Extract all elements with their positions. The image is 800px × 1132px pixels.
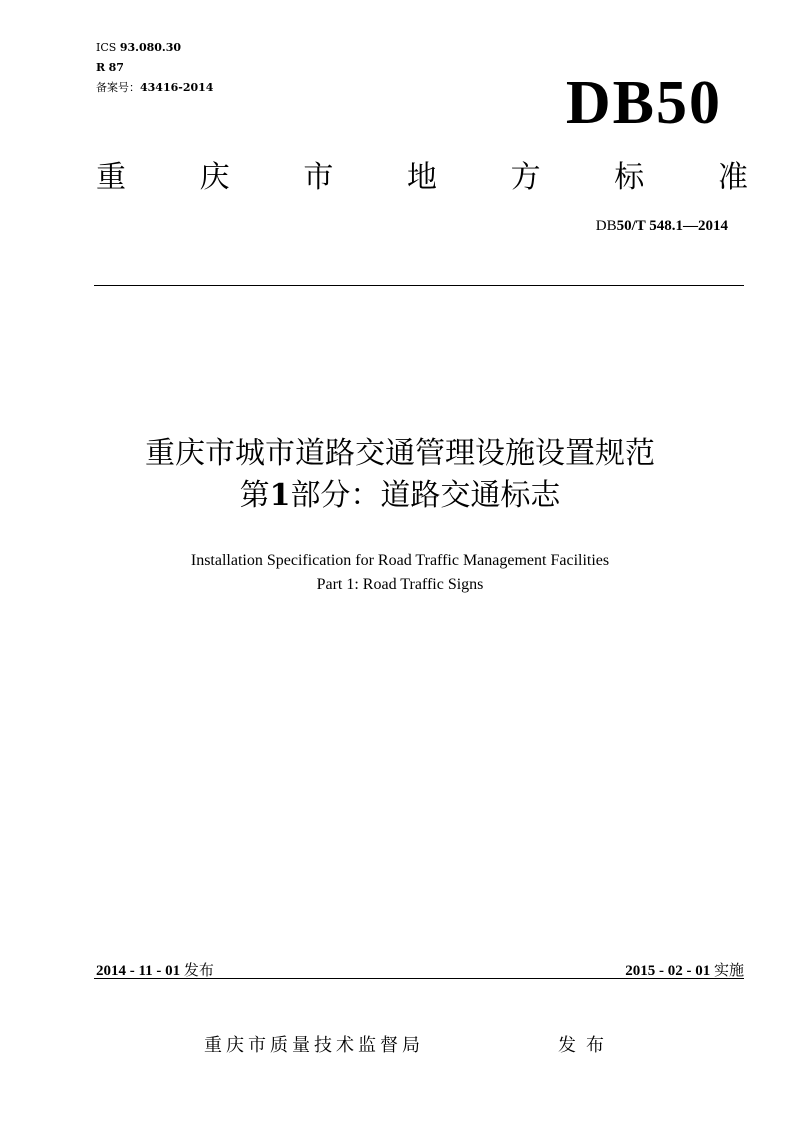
standard-category-title [96, 158, 748, 198]
implementation-date-value: 2015 - 02 - 01 [625, 963, 711, 979]
title-char: 标 [614, 160, 645, 195]
title-char: 重 [96, 160, 126, 195]
english-title-line2: Part 1: Road Traffic Signs [316, 576, 484, 593]
chinese-title-part-name: 部分：道路交通标志 [290, 478, 561, 513]
r-label: R [96, 61, 106, 74]
standard-number-prefix: DB [595, 218, 617, 234]
title-char: 地 [406, 160, 437, 195]
issuing-action: 发布 [558, 1035, 614, 1056]
ics-value: 93.080.30 [119, 41, 182, 54]
bottom-divider [94, 978, 744, 979]
title-char: 准 [717, 160, 748, 195]
r-line [96, 60, 213, 80]
standard-number-value: 50/T 548.1—2014 [616, 218, 728, 234]
chinese-title-line1: 重庆市城市道路交通管理设施设置规范 [145, 436, 655, 471]
document-metadata [96, 40, 213, 100]
chinese-title [0, 433, 800, 517]
english-title [0, 549, 800, 597]
implementation-date [625, 959, 744, 980]
issue-date-value: 2014 - 11 - 01 [96, 963, 181, 979]
issuing-authority: 重庆市质量技术监督局 [204, 1035, 424, 1056]
title-char: 市 [303, 160, 334, 195]
issue-date [96, 959, 214, 980]
filing-line [96, 80, 213, 100]
english-title-line1: Installation Specification for Road Traffic Management Facilities [190, 552, 610, 569]
filing-value: 43416-2014 [140, 81, 214, 94]
chinese-title-line2 [0, 475, 800, 517]
chinese-title-part-prefix: 第 [239, 478, 270, 513]
r-value: 87 [108, 61, 124, 74]
standard-code-logo: DB50 [565, 69, 722, 137]
filing-label: 备案号： [96, 81, 140, 94]
chinese-title-part-number: 1 [269, 478, 291, 513]
standard-number [596, 218, 728, 235]
top-divider [94, 285, 744, 286]
ics-line [96, 40, 213, 60]
title-char: 方 [510, 160, 541, 195]
ics-label: ICS [96, 41, 117, 54]
issue-label: 发布 [183, 961, 214, 979]
implementation-label: 实施 [713, 961, 744, 979]
title-char: 庆 [199, 160, 230, 195]
